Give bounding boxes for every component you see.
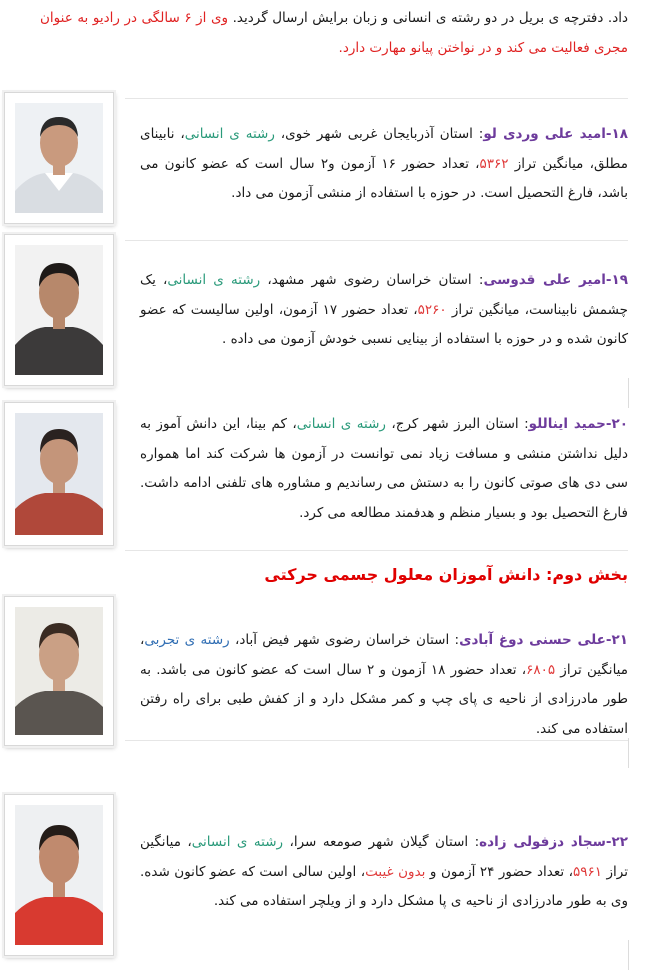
entry-number: ۲۰-	[605, 416, 628, 432]
portrait-icon	[15, 413, 103, 535]
absence-label: بدون غیبت	[365, 863, 426, 880]
margin-mark	[628, 378, 629, 408]
entry-text: : استان البرز شهر کرج،	[385, 416, 529, 432]
score-value: ۵۹۶۱	[572, 863, 602, 880]
entry-text: ، تعداد حضور ۱۸ آزمون و ۲ سال است که عضو کانون می باشد. به طور مادرزادی از ناحیه ی پای چپ و کمر مشکل دارد و از کفش طبی برای راه رفتن استفاده می کند.	[140, 661, 628, 737]
entry-text: ، کم بینا، این دانش آموز به دلیل نداشتن منشی و مسافت زیاد نمی توانست در آزمون ها شرکت کند اما همواره سی دی های صوتی کانون را به دستش می رساندیم و مشاوره های تلفنی ادامه داشت. فارغ التحصیل بود و بسیار منظم و هدفمند مطالعه می کرد.	[140, 416, 628, 521]
entry-text: : استان آذربایجان غربی شهر خوی،	[274, 126, 484, 142]
student-photo-20	[4, 402, 114, 546]
entry-text: ، میانگین تراز	[140, 632, 628, 678]
entry-19	[140, 266, 628, 355]
divider	[125, 240, 628, 241]
score-value: ۶۸۰۵	[526, 661, 556, 678]
entry-text: ، تعداد حضور ۱۶ آزمون و۲ سال است که عضو کانون می باشد، فارغ التحصیل است. در حوزه با استفاده از منشی آزمون می داد.	[140, 155, 628, 201]
student-name: حمید ایناللو	[528, 416, 606, 432]
student-photo-19	[4, 234, 114, 386]
student-name: امید علی وردی لو	[483, 126, 606, 142]
portrait-icon	[15, 607, 103, 735]
student-photo-21	[4, 596, 114, 746]
entry-number: ۱۸-	[605, 126, 628, 142]
portrait-icon	[15, 805, 103, 945]
student-name: امیر علی قدوسی	[483, 272, 606, 288]
portrait-icon	[15, 245, 103, 375]
student-photo-18	[4, 92, 114, 224]
intro-fragment	[40, 4, 628, 63]
field-label: رشته ی انسانی	[184, 126, 275, 142]
entry-text: ، میانگین تراز	[140, 834, 628, 880]
entry-text: : استان گیلان شهر صومعه سرا،	[283, 834, 480, 850]
entry-21	[140, 626, 628, 744]
score-value: ۵۲۶۰	[417, 301, 447, 318]
entry-text: ، یک چشمش نابیناست، میانگین تراز	[140, 272, 629, 318]
entry-text: : استان خراسان رضوی شهر مشهد،	[260, 272, 484, 288]
field-label: رشته ی انسانی	[296, 416, 386, 432]
entry-text: ، اولین سالی است که عضو کانون شده. وی به طور مادرزادی از ناحیه ی پا مشکل دارد و از ویلچر استفاده می کند.	[140, 863, 628, 909]
entry-number: ۱۹-	[605, 272, 628, 288]
intro-text: داد. دفترچه ی بریل در دو رشته ی انسانی و زبان برایش ارسال گردید.	[232, 10, 628, 26]
entry-text: ، نابینای مطلق، میانگین تراز	[140, 126, 628, 172]
entry-22	[140, 828, 628, 917]
field-label: رشته ی انسانی	[167, 272, 261, 288]
margin-mark	[628, 738, 629, 768]
entry-number: ۲۲-	[605, 834, 628, 850]
margin-mark	[628, 940, 629, 970]
entry-text: : استان خراسان رضوی شهر فیض آباد،	[229, 632, 460, 648]
intro-note: وی از ۶ سالگی در رادیو به عنوان مجری فعالیت می کند و در نواختن پیانو مهارت دارد.	[40, 10, 628, 56]
student-name: سجاد دزفولی زاده	[479, 834, 606, 850]
entry-text: ، تعداد حضور ۲۴ آزمون و	[425, 863, 573, 880]
student-name: علی حسنی دوغ آبادی	[459, 632, 606, 648]
section-title: بخش دوم: دانش آموزان معلول جسمی حرکتی	[264, 565, 628, 584]
divider	[125, 98, 628, 99]
student-photo-22	[4, 794, 114, 956]
entry-number: ۲۱-	[605, 632, 628, 648]
entry-18	[140, 120, 628, 209]
score-value: ۵۳۶۲	[479, 155, 509, 172]
portrait-icon	[15, 103, 103, 213]
divider	[125, 550, 628, 551]
field-label: رشته ی انسانی	[191, 834, 284, 850]
entry-20	[140, 410, 628, 528]
field-label: رشته ی تجربی	[144, 632, 230, 648]
entry-text: ، تعداد حضور ۱۷ آزمون، اولین سالیست که عضو کانون شده و در حوزه با استفاده از بینایی نسبی خودش آزمون می داده .	[140, 301, 628, 347]
